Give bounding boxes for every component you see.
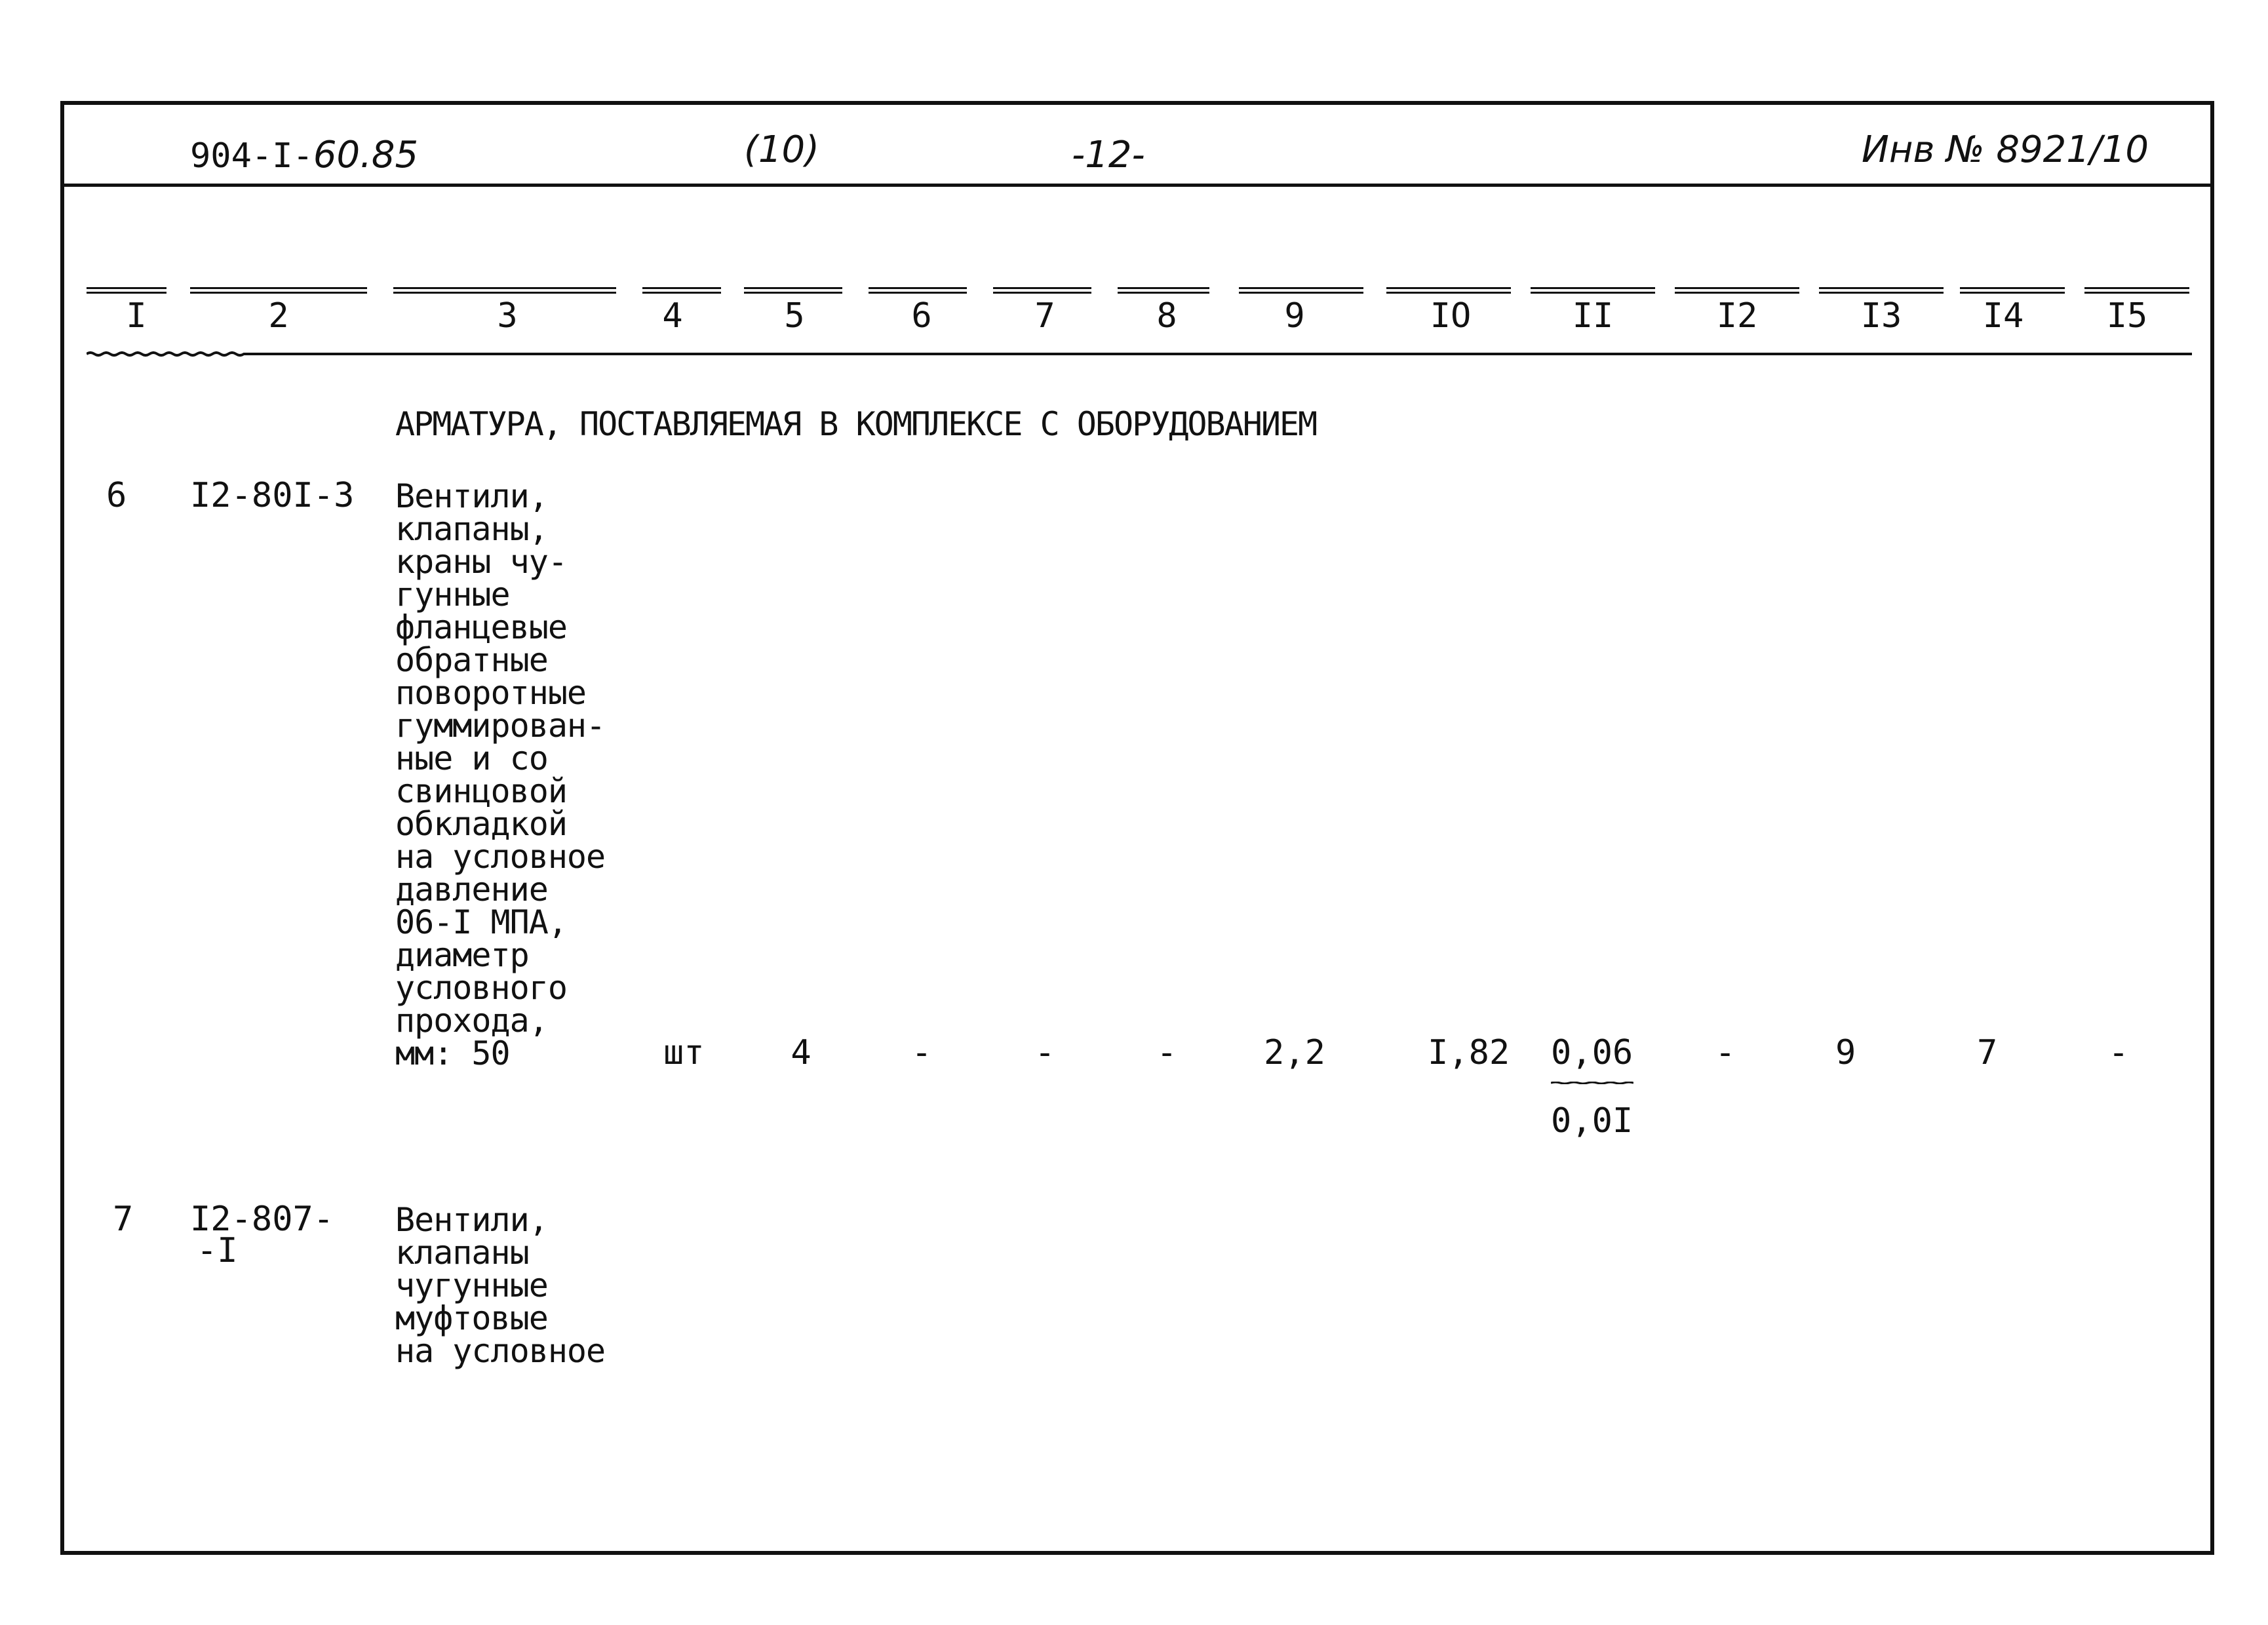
series-code-prefix: 904-I-: [190, 136, 313, 176]
part-number: (10): [744, 128, 819, 171]
item-code-line-2: -I: [197, 1231, 238, 1270]
column-number: 4: [662, 296, 683, 336]
column-number: II: [1572, 296, 1614, 336]
column-number: I4: [1982, 296, 2024, 336]
inventory-number: Инв № 8921/10: [1862, 128, 2149, 171]
col-11-value-bottom: 0,0I: [1551, 1101, 1633, 1141]
item-description: Вентили, клапаны, краны чу- гунные фланцевые обратные поворотные гуммирован- ные и со свинцовой обкладкой на условное давление 06-I МПА, диаметр условного прохода, мм: 50: [395, 477, 606, 1072]
col-9-value: 2,2: [1264, 1033, 1325, 1072]
column-number: I: [126, 296, 147, 336]
column-number: 7: [1034, 296, 1055, 336]
col-8-value: -: [1156, 1033, 1177, 1072]
series-code-suffix: 60.85: [313, 134, 419, 176]
section-title: АРМАТУРА, ПОСТАВЛЯЕМАЯ В КОМПЛЕКСЕ С ОБОРУДОВАНИЕМ: [395, 405, 1317, 443]
col-10-value: I,82: [1428, 1033, 1510, 1072]
quantity: 4: [791, 1033, 811, 1072]
fraction-line: [1551, 1082, 1633, 1084]
col-7-value: -: [1034, 1033, 1055, 1072]
unit: шт: [663, 1033, 705, 1072]
column-number: 3: [497, 296, 518, 336]
col-6-value: -: [911, 1033, 932, 1072]
column-number: 8: [1156, 296, 1177, 336]
item-code-line-1: I2-807-: [190, 1200, 334, 1239]
row-number: 7: [113, 1200, 134, 1239]
col-14-value: 7: [1977, 1033, 1998, 1072]
col-11-value-top: 0,06: [1551, 1033, 1633, 1072]
col-15-value: -: [2108, 1033, 2129, 1072]
column-number: I2: [1716, 296, 1758, 336]
column-number: IO: [1430, 296, 1472, 336]
column-number: 5: [784, 296, 805, 336]
col-12-value: -: [1715, 1033, 1736, 1072]
col-13-value: 9: [1835, 1033, 1856, 1072]
column-header-underline: [87, 351, 2192, 357]
item-code: I2-80I-3: [190, 476, 355, 515]
column-number: I5: [2106, 296, 2148, 336]
column-number: 9: [1284, 296, 1305, 336]
header-rule: [64, 184, 2212, 187]
series-code: [190, 134, 418, 176]
item-description: Вентили, клапаны чугунные муфтовые на условное: [395, 1201, 606, 1370]
row-number: 6: [106, 476, 127, 515]
page-number: -12-: [1072, 134, 1145, 176]
column-number: I3: [1860, 296, 1902, 336]
column-number: 6: [911, 296, 932, 336]
column-number: 2: [268, 296, 289, 336]
